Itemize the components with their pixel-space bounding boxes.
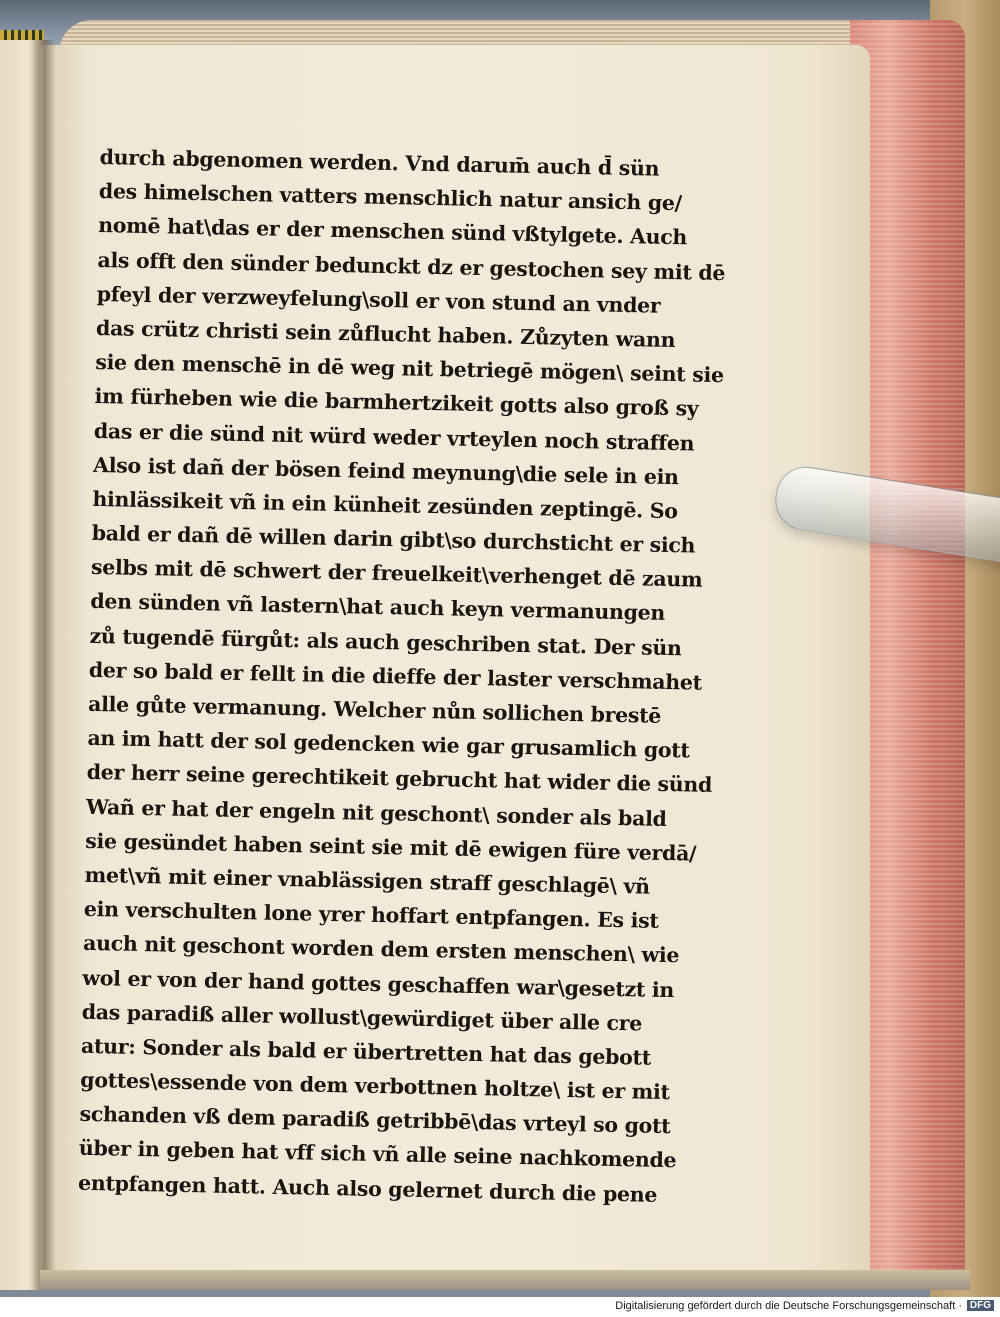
text-line: alle gůte vermanung. Welcher nůn sollichen brestē bbox=[87, 691, 662, 728]
text-line: den sünden vñ lastern\hat auch keyn vermanungen bbox=[90, 589, 666, 626]
text-line: met\vñ mit einer vnablässigen straff geschlagē\ vñ bbox=[84, 862, 651, 899]
text-line: Wañ er hat der engeln nit geschont\ sonder als bald bbox=[85, 794, 667, 831]
text-line: nomē hat\das er der menschen sünd vßtylgete. Auch bbox=[97, 213, 688, 250]
text-line: der herr seine gerechtikeit gebrucht hat wider die sünd bbox=[86, 760, 713, 798]
footer-separator: · bbox=[958, 1300, 962, 1312]
text-line: sie gesündet haben seint sie mit dē ewigen füre verdā/ bbox=[85, 828, 697, 866]
text-line: durch abgenomen werden. Vnd darum̄ auch d̄ sün bbox=[99, 144, 660, 181]
page-bottom-edge bbox=[40, 1270, 970, 1290]
text-line: hinlässikeit vñ in ein künheit zesünden zeptingē. So bbox=[92, 486, 678, 524]
text-line: bald er dañ dē willen darin gibt\so durchsticht er sich bbox=[91, 520, 696, 558]
footer-credit-text: Digitalisierung gefördert durch die Deutsche Forschungsgemeinschaft bbox=[615, 1300, 956, 1312]
text-line: atur: Sonder als bald er übertretten hat das gebott bbox=[80, 1033, 652, 1070]
text-line: pfeyl der verzweyfelung\soll er von stund an vnder bbox=[96, 281, 661, 318]
text-line: selbs mit dē schwert der freuelkeit\verhenget dē zaum bbox=[90, 555, 703, 592]
text-line: über in geben hat vff sich vñ alle seine nachkomende bbox=[78, 1136, 677, 1173]
text-line: des himelschen vatters menschlich natur ansich ge/ bbox=[98, 179, 683, 216]
text-line: sie den menschē in dē weg nit betriegē mögen\ seint sie bbox=[95, 350, 724, 388]
text-line: das er die sünd nit würd weder vrteylen noch straffen bbox=[93, 418, 695, 456]
text-line: das crütz christi sein zůflucht haben. Zůzyten wann bbox=[95, 315, 676, 353]
text-line: als offt den sünder bedunckt dz er gestochen sey mit dē bbox=[97, 247, 726, 285]
text-line: zů tugendē fürgůt: als auch geschriben stat. Der sün bbox=[89, 623, 682, 660]
text-line: wol er von der hand gottes geschaffen war\gesetzt in bbox=[82, 965, 675, 1002]
text-line: ein verschulten lone yrer hoffart entpfangen. Es ist bbox=[83, 896, 659, 933]
text-line: entpfangen hatt. Auch also gelernet durch die pene bbox=[77, 1170, 658, 1207]
text-line: Also ist dañ der bösen feind meynung\die sele in ein bbox=[92, 452, 679, 489]
footer-bar bbox=[0, 1297, 1000, 1317]
text-block bbox=[77, 140, 726, 1213]
text-line: auch nit geschont worden dem ersten menschen\ wie bbox=[82, 931, 680, 968]
dfg-logo: DFG bbox=[967, 1300, 994, 1311]
text-line: der so bald er fellt in die dieffe der laster verschmahet bbox=[88, 657, 703, 695]
footer-credit bbox=[615, 1300, 962, 1312]
text-line: das paradiß aller wollust\gewürdiget über alle cre bbox=[81, 999, 643, 1036]
text-line: an im hatt der sol gedencken wie gar grusamlich gott bbox=[87, 726, 690, 763]
gutter-shadow bbox=[30, 40, 56, 1290]
text-line: schanden vß dem paradiß getribbē\das vrteyl so gott bbox=[79, 1102, 671, 1139]
text-line: gottes\essende von dem verbottnen holtze\ ist er mit bbox=[80, 1067, 670, 1105]
text-line: im fürheben wie die barmhertzikeit gotts also groß sy bbox=[94, 384, 699, 421]
